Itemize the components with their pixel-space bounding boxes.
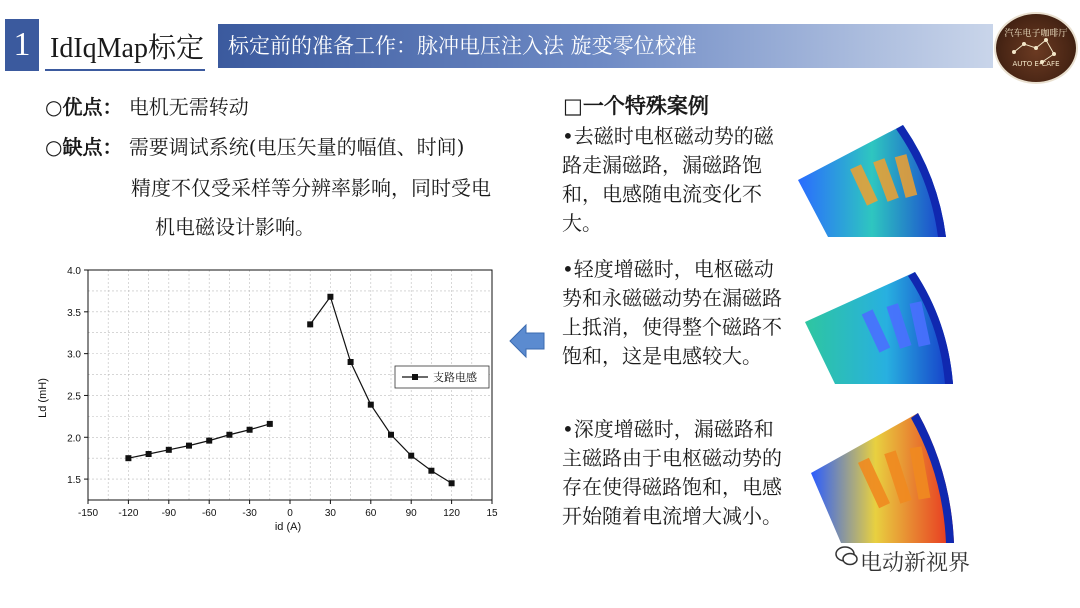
x-axis-label: id (A) [274,521,302,533]
data-point [186,443,192,449]
x-tick-label: -150 [77,508,99,519]
con-text: 需要调试系统(电压矢量的幅值、时间) [128,135,465,159]
case-paragraph-3: •深度增磁时，漏磁路和主磁路由于电枢磁动势的存在使得磁路饱和，电感开始随着电流增大减小。 [562,417,782,528]
pro-line [45,91,249,120]
con-line [45,131,464,160]
data-point [206,438,212,444]
ld-vs-id-chart [30,258,510,538]
x-tick-label: 30 [324,508,336,519]
pro-text: 电机无需转动 [128,95,249,119]
case-paragraph-2: •轻度增磁时，电枢磁动势和永磁磁动势在漏磁路上抵消，使得整个磁路不饱和，这是电感较大。 [562,257,782,368]
logo-text: 汽车电子咖啡厅 [1004,29,1068,39]
brand-logo [994,12,1078,84]
con-label: ○缺点： [45,135,123,159]
data-point [247,427,253,433]
data-point [388,432,394,438]
legend-marker [412,374,418,380]
y-tick-label: 3.5 [67,307,81,319]
data-point [449,480,455,486]
constellation-icon [996,14,1076,82]
data-point [146,451,152,457]
watermark-text: 电动新视界 [860,551,971,576]
chart-legend [395,366,489,388]
data-point [327,294,333,300]
chart-axes [67,266,498,519]
y-tick-label: 2.5 [67,391,81,403]
section-banner: 标定前的准备工作：脉冲电压注入法 旋变零位校准 [218,24,993,68]
x-tick-label: -120 [118,508,139,519]
title-underline [45,69,205,71]
section-number: 1 [5,19,39,71]
series-line [310,297,451,484]
data-point [307,321,313,327]
fea-field-image-1 [788,125,948,240]
fea-field-image-3 [806,413,956,545]
x-tick-label: 60 [365,508,377,519]
y-tick-label: 1.5 [67,475,81,487]
y-tick-label: 2.0 [67,433,81,445]
data-point [226,432,232,438]
con-text-line3: 机电磁设计影响。 [155,215,315,239]
con-text-line2: 精度不仅受采样等分辨率影响，同时受电 [131,176,491,200]
case-title: □一个特殊案例 [563,93,709,118]
data-point [428,468,434,474]
data-point [267,421,273,427]
data-point [166,447,172,453]
x-tick-label: 120 [443,508,460,519]
x-tick-label: 90 [405,508,417,519]
data-point [368,402,374,408]
fea-field-image-2 [800,272,955,387]
wechat-icon [835,544,859,568]
left-arrow-icon [508,321,548,361]
x-tick-label: -60 [201,508,217,519]
logo-subtext: AUTO E-CAFE [1012,60,1060,68]
data-point [348,359,354,365]
pro-label: ○优点： [45,95,123,119]
page-title: IdIqMap标定 [50,33,204,64]
x-tick-label: -90 [161,508,177,519]
y-tick-label: 3.0 [67,349,81,361]
data-point [125,455,131,461]
legend-label: 支路电感 [433,372,477,384]
x-tick-label: -30 [242,508,257,519]
case-paragraph-1: •去磁时电枢磁动势的磁路走漏磁路，漏磁路饱和，电感随电流变化不大。 [562,124,774,235]
y-tick-label: 4.0 [67,266,81,277]
y-axis-label: Ld (mH) [37,378,49,418]
data-point [408,453,414,459]
x-tick-label: 15 [486,508,498,519]
x-tick-label: 0 [287,508,293,519]
